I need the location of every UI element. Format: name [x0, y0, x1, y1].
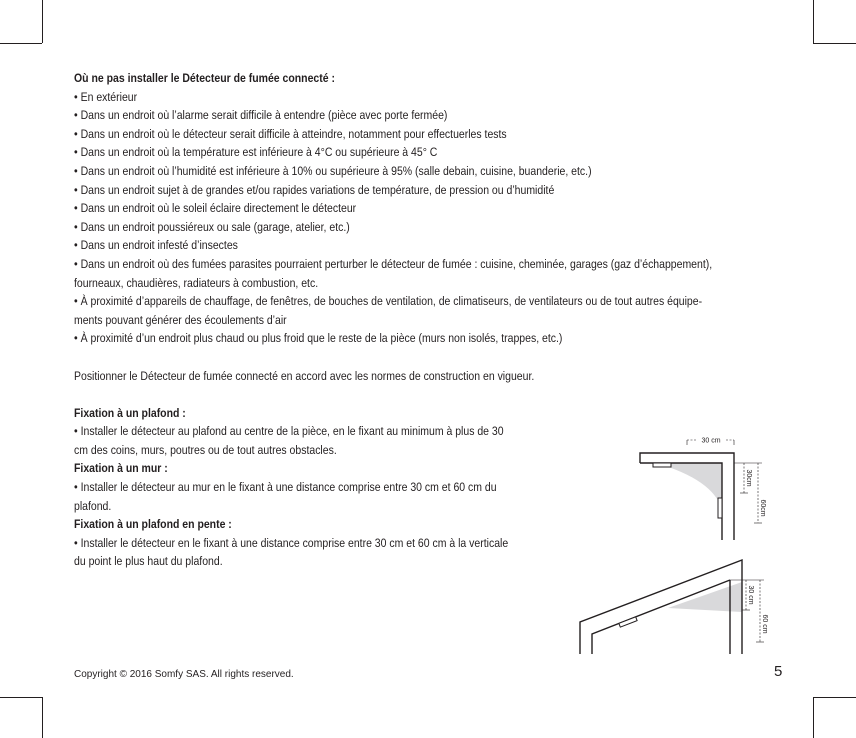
list-item: • Dans un endroit sujet à de grandes et/ou rapides variations de température, de pression ou d’humidité	[74, 182, 555, 197]
sloped-heading: Fixation à un plafond en pente :	[74, 517, 232, 532]
do-not-install-list	[74, 88, 713, 348]
norms-paragraph: Positionner le Détecteur de fumée connecté en accord avec les normes de construction en vigueur.	[74, 368, 535, 383]
sloped-ceiling-diagram	[572, 552, 778, 658]
slope-detector-icon	[619, 617, 637, 627]
list-item: • Dans un endroit où l’humidité est inférieure à 10% ou supérieure à 95% (salle debain, cuisine, buanderie, etc.)	[74, 163, 592, 178]
crop-mark	[0, 43, 42, 44]
dead-air-zone	[656, 463, 722, 510]
list-item: • Dans un endroit où des fumées parasites pourraient perturber le détecteur de fumée : cuisine, cheminée, garages (gaz d’échappement),	[74, 256, 713, 271]
wall-text: • Installer le détecteur au mur en le fixant à une distance comprise entre 30 cm et 60 cm du	[74, 480, 497, 495]
ceiling-heading: Fixation à un plafond :	[74, 405, 186, 420]
ceiling-text: • Installer le détecteur au plafond au centre de la pièce, en le fixant au minimum à plus de 30	[74, 424, 504, 439]
dim-label-60cm: 60 cm	[761, 614, 768, 634]
crop-mark	[813, 43, 856, 44]
ceiling-detector-icon	[653, 463, 671, 467]
crop-mark	[42, 697, 43, 738]
page-number: 5	[774, 663, 783, 680]
list-item: • Dans un endroit infesté d’insectes	[74, 238, 238, 253]
dim-label-30cm-top: 30 cm	[701, 437, 721, 445]
list-item-continuation: fourneaux, chaudières, radiateurs à combustion, etc.	[74, 275, 319, 290]
list-item: • Dans un endroit poussiéreux ou sale (garage, atelier, etc.)	[74, 219, 350, 234]
crop-mark	[0, 697, 42, 698]
ceiling-wall-diagram	[636, 430, 776, 550]
dim-label-30cm: 30 cm	[747, 585, 754, 605]
instructions-body	[74, 69, 713, 571]
ceiling-text: cm des coins, murs, poutres ou de tout autres obstacles.	[74, 442, 337, 457]
list-item: • À proximité d’un endroit plus chaud ou plus froid que le reste de la pièce (murs non isolés, trappes, etc.)	[74, 331, 563, 346]
list-item-continuation: ments pouvant générer des écoulements d’air	[74, 312, 287, 327]
crop-mark	[42, 0, 43, 43]
list-item: • Dans un endroit où le soleil éclaire directement le détecteur	[74, 201, 357, 216]
crop-mark	[813, 697, 856, 698]
copyright-footer: Copyright © 2016 Somfy SAS. All rights reserved.	[74, 669, 294, 680]
list-item: • En extérieur	[74, 89, 138, 104]
list-item: • À proximité d’appareils de chauffage, de fenêtres, de bouches de ventilation, de climatiseurs, de ventilateurs ou de tout autres équipe-	[74, 294, 703, 309]
list-item: • Dans un endroit où le détecteur serait difficile à atteindre, notamment pour effectuerles tests	[74, 126, 507, 141]
wall-text: plafond.	[74, 498, 112, 513]
list-item: • Dans un endroit où l’alarme serait difficile à entendre (pièce avec porte fermée)	[74, 108, 448, 123]
sloped-text: du point le plus haut du plafond.	[74, 554, 223, 569]
crop-mark	[813, 697, 814, 738]
sloped-text: • Installer le détecteur en le fixant à une distance comprise entre 30 cm et 60 cm à la verticale	[74, 535, 509, 550]
crop-mark	[813, 0, 814, 43]
dim-label-30cm: 30cm	[745, 469, 752, 487]
mounting-zone	[668, 582, 742, 612]
section-heading-where-not: Où ne pas installer le Détecteur de fumée connecté :	[74, 71, 335, 85]
wall-detector-icon	[718, 498, 722, 518]
dim-label-60cm: 60cm	[759, 499, 766, 517]
wall-heading: Fixation à un mur :	[74, 461, 168, 476]
list-item: • Dans un endroit où la température est inférieure à 4°C ou supérieure à 45° C	[74, 145, 438, 160]
